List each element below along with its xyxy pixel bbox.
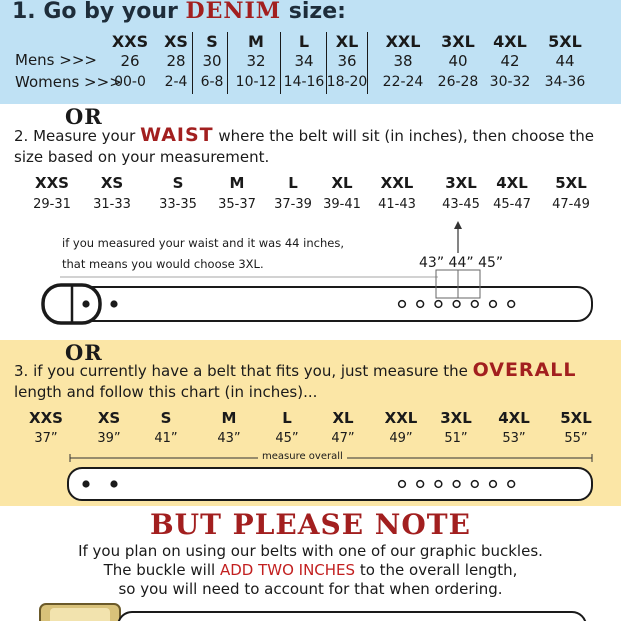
mens-value-2: 30 <box>202 52 222 70</box>
waist-range-4: 37-39 <box>274 197 312 212</box>
arrow-head-icon <box>454 221 462 229</box>
belt-hole-4 <box>471 481 478 488</box>
overall-size-7: 3XL <box>440 409 472 427</box>
mens-value-5: 36 <box>337 52 357 70</box>
denim-size-9: 5XL <box>548 32 582 51</box>
denim-size-0: XXS <box>111 32 149 51</box>
or-divider-1: OR <box>65 104 103 129</box>
overall-length-5: 47” <box>331 431 355 446</box>
overall-size-4: L <box>282 409 292 427</box>
belt-hole-6 <box>508 481 515 488</box>
column-divider-2 <box>280 32 281 94</box>
waist-size-9: 5XL <box>555 174 587 192</box>
column-divider-0 <box>192 32 193 94</box>
overall-length-6: 49” <box>389 431 413 446</box>
overall-length-8: 53” <box>502 431 526 446</box>
hole-labels: 43” 44” 45” <box>419 255 504 271</box>
belt-hole-3 <box>453 481 460 488</box>
denim-size-6: XXL <box>385 32 421 51</box>
denim-size-4: L <box>298 32 310 51</box>
mens-value-0: 26 <box>120 52 140 70</box>
belt-hole-1 <box>417 481 424 488</box>
overall-size-5: XL <box>332 409 354 427</box>
overall-length-7: 51” <box>444 431 468 446</box>
waist-size-7: 3XL <box>445 174 477 192</box>
buckle-belt-diagram <box>0 598 621 621</box>
denim-size-1: XS <box>164 32 188 51</box>
waist-range-3: 35-37 <box>218 197 256 212</box>
belt-hole-6 <box>508 301 515 308</box>
waist-instructions: 2. Measure your WAIST where the belt will sit (in inches), then choose the size based on your measurement. <box>14 124 594 166</box>
denim-size-7: 3XL <box>441 32 475 51</box>
womens-value-9: 34-36 <box>544 74 586 90</box>
overall-size-0: XXS <box>29 409 63 427</box>
buckle-belt-strap <box>118 612 586 621</box>
mens-value-1: 28 <box>166 52 186 70</box>
belt-hole-5 <box>490 301 497 308</box>
waist-range-0: 29-31 <box>33 197 71 212</box>
waist-range-1: 31-33 <box>93 197 131 212</box>
overall-size-2: S <box>160 409 172 427</box>
belt-hole-0 <box>399 481 406 488</box>
mens-value-9: 44 <box>555 52 575 70</box>
waist-range-6: 41-43 <box>378 197 416 212</box>
waist-range-9: 47-49 <box>552 197 590 212</box>
waist-example-note: if you measured your waist and it was 44 inches, that means you would choose 3XL. <box>62 236 344 271</box>
waist-range-7: 43-45 <box>442 197 480 212</box>
womens-value-1: 2-4 <box>164 74 188 90</box>
column-divider-4 <box>367 32 368 94</box>
overall-length-3: 43” <box>217 431 241 446</box>
mens-value-3: 32 <box>246 52 266 70</box>
please-note-title: BUT PLEASE NOTE <box>150 508 471 541</box>
mens-value-8: 42 <box>500 52 520 70</box>
overall-instructions: 3. if you currently have a belt that fits you, just measure the OVERALL length and follow this chart (in inches)... <box>14 359 577 401</box>
waist-highlight: WAIST <box>140 124 214 146</box>
womens-value-3: 10-12 <box>235 74 277 90</box>
overall-length-2: 41” <box>154 431 178 446</box>
waist-range-8: 45-47 <box>493 197 531 212</box>
belt-hole-4 <box>471 301 478 308</box>
overall-size-8: 4XL <box>498 409 530 427</box>
womens-value-2: 6-8 <box>200 74 224 90</box>
womens-value-4: 14-16 <box>283 74 325 90</box>
denim-size-5: XL <box>335 32 359 51</box>
belt-hole <box>110 300 117 307</box>
column-divider-1 <box>227 32 228 94</box>
overall-size-1: XS <box>97 409 121 427</box>
womens-value-8: 30-32 <box>489 74 531 90</box>
mens-row-label: Mens >>> <box>15 51 97 69</box>
or-divider-2: OR <box>65 340 103 365</box>
overall-size-6: XXL <box>384 409 418 427</box>
overall-size-9: 5XL <box>560 409 592 427</box>
please-note-body: If you plan on using our belts with one of our graphic buckles. The buckle will ADD TWO INCHES to the overall length, so you will need to account for that when ordering. <box>78 542 543 598</box>
waist-size-1: XS <box>100 174 124 192</box>
mens-value-4: 34 <box>294 52 314 70</box>
overall-highlight: OVERALL <box>472 359 577 381</box>
waist-size-5: XL <box>331 174 353 192</box>
waist-range-2: 33-35 <box>159 197 197 212</box>
womens-value-7: 26-28 <box>437 74 479 90</box>
waist-size-4: L <box>288 174 298 192</box>
overall-length-0: 37” <box>34 431 58 446</box>
womens-value-6: 22-24 <box>382 74 424 90</box>
overall-length-4: 45” <box>275 431 299 446</box>
denim-highlight: DENIM <box>185 0 282 24</box>
denim-size-3: M <box>248 32 264 51</box>
belt-hole-2 <box>435 301 442 308</box>
overall-length-1: 39” <box>97 431 121 446</box>
measure-overall-label: measure overall <box>258 451 347 462</box>
belt-hole-1 <box>417 301 424 308</box>
waist-size-3: M <box>229 174 245 192</box>
waist-size-6: XXL <box>380 174 414 192</box>
waist-size-0: XXS <box>35 174 69 192</box>
mens-value-7: 40 <box>448 52 468 70</box>
overall-size-3: M <box>221 409 237 427</box>
belt-hole-0 <box>399 301 406 308</box>
waist-belt-diagram <box>0 215 621 330</box>
mens-value-6: 38 <box>393 52 413 70</box>
belt-hole-5 <box>490 481 497 488</box>
belt-hole-2 <box>435 481 442 488</box>
denim-size-8: 4XL <box>493 32 527 51</box>
belt-hole-3 <box>453 301 460 308</box>
waist-size-8: 4XL <box>496 174 528 192</box>
waist-size-2: S <box>172 174 184 192</box>
womens-value-5: 18-20 <box>326 74 368 90</box>
column-divider-3 <box>326 32 327 94</box>
denim-section-title: 1. Go by your DENIM size: <box>12 0 346 24</box>
womens-value-0: 00-0 <box>114 74 146 90</box>
two-inches-highlight: ADD TWO INCHES <box>219 561 356 579</box>
waist-range-5: 39-41 <box>323 197 361 212</box>
denim-size-2: S <box>206 32 218 51</box>
overall-length-9: 55” <box>564 431 588 446</box>
womens-row-label: Womens >>> <box>15 73 122 91</box>
